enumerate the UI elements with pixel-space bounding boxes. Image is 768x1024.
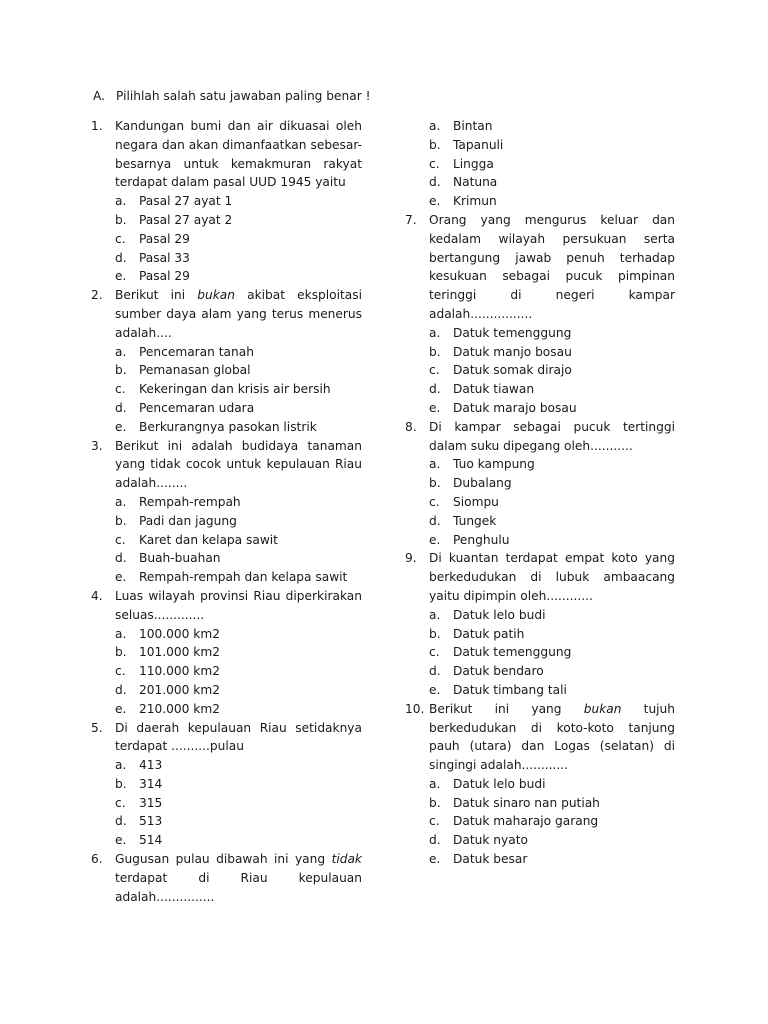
section-letter: A. (93, 89, 105, 103)
option-text: Pencemaran tanah (139, 344, 254, 359)
question-5 (91, 719, 362, 851)
emphasis-word: bukan (583, 701, 622, 716)
option-letter: b. (429, 795, 441, 810)
option-b[interactable] (405, 343, 675, 362)
section-instruction: Pilihlah salah satu jawaban paling benar ! (116, 89, 371, 103)
question-text (115, 286, 362, 342)
option-a[interactable] (405, 606, 675, 625)
question-3 (91, 437, 362, 587)
option-b[interactable] (91, 211, 362, 230)
option-letter: a. (429, 119, 441, 133)
question-text-part: Berikut ini yang (429, 701, 584, 716)
question-1 (91, 117, 362, 286)
option-letter: c. (115, 664, 126, 679)
option-letter: a. (115, 344, 127, 359)
question-number: 2. (91, 288, 103, 303)
option-letter: d. (429, 664, 441, 679)
option-letter: c. (429, 363, 440, 378)
option-letter: b. (429, 344, 441, 359)
option-d[interactable] (405, 662, 675, 681)
option-text: 514 (139, 833, 163, 848)
option-e[interactable] (91, 418, 362, 437)
option-text: 201.000 km2 (139, 682, 220, 697)
question-text: Di daerah kepulauan Riau setidaknya terdapat ..........pulau (115, 720, 362, 754)
option-letter: e. (115, 570, 127, 585)
option-list (405, 606, 675, 700)
question-number: 9. (405, 551, 417, 566)
question-number: 7. (405, 212, 417, 227)
question-number: 5. (91, 720, 103, 735)
option-letter: c. (115, 532, 126, 547)
option-text: Natuna (453, 175, 498, 190)
option-text: 314 (139, 776, 163, 791)
option-letter: b. (115, 776, 127, 791)
option-list (91, 493, 362, 587)
option-list (91, 625, 362, 719)
option-letter: c. (429, 494, 440, 509)
option-a[interactable] (91, 625, 362, 644)
option-text: Pasal 27 ayat 1 (139, 194, 233, 209)
option-list (405, 324, 675, 418)
option-letter: e. (429, 532, 441, 547)
question-text-part: Gugusan pulau dibawah ini yang (115, 852, 332, 867)
option-b[interactable] (91, 643, 362, 662)
option-e[interactable] (405, 192, 675, 211)
option-list (405, 455, 675, 549)
option-c[interactable] (91, 531, 362, 550)
option-b[interactable] (405, 474, 675, 493)
option-d[interactable] (91, 681, 362, 700)
option-text: 315 (139, 795, 163, 810)
option-d[interactable] (405, 380, 675, 399)
option-d[interactable] (91, 249, 362, 268)
section-heading (93, 87, 371, 105)
right-column (405, 117, 675, 869)
option-letter: d. (429, 382, 441, 397)
option-text: Datuk timbang tali (453, 682, 567, 697)
option-text: Siompu (453, 494, 499, 509)
option-text: 110.000 km2 (139, 664, 220, 679)
option-text: Pasal 33 (139, 250, 190, 265)
question-4 (91, 587, 362, 719)
option-letter: a. (115, 194, 127, 209)
option-letter: b. (429, 137, 441, 152)
option-text: Datuk marajo bosau (453, 400, 577, 415)
option-text: Datuk maharajo garang (453, 814, 599, 829)
option-e[interactable] (405, 850, 675, 869)
option-b[interactable] (405, 625, 675, 644)
option-text: Karet dan kelapa sawit (139, 532, 278, 547)
emphasis-word: bukan (197, 288, 235, 303)
option-letter: b. (429, 626, 441, 641)
option-text: Datuk lelo budi (453, 607, 546, 622)
question-number: 8. (405, 419, 417, 434)
option-b[interactable] (91, 775, 362, 794)
question-7 (405, 211, 675, 418)
option-letter: b. (429, 476, 441, 491)
question-2 (91, 286, 362, 436)
option-letter: e. (115, 419, 127, 434)
option-text: Datuk tiawan (453, 382, 535, 397)
option-list (91, 756, 362, 850)
option-letter: d. (429, 175, 441, 190)
option-letter: a. (429, 457, 441, 472)
option-b[interactable] (405, 794, 675, 813)
question-number: 6. (91, 852, 103, 867)
option-letter: e. (429, 400, 441, 415)
option-letter: a. (429, 607, 441, 622)
option-text: Datuk patih (453, 626, 525, 641)
question-text: Luas wilayah provinsi Riau diperkirakan seluas............. (115, 588, 362, 622)
option-letter: d. (115, 682, 127, 697)
option-c[interactable] (405, 493, 675, 512)
option-text: Berkurangnya pasokan listrik (139, 419, 317, 434)
option-text: Dubalang (453, 476, 512, 491)
option-d[interactable] (91, 549, 362, 568)
question-text-part: akibat eksploitasi sumber daya alam yang terus menerus adalah.... (115, 288, 362, 340)
option-text: Pasal 29 (139, 269, 190, 284)
option-letter: a. (115, 758, 127, 773)
option-c[interactable] (91, 794, 362, 813)
option-d[interactable] (405, 512, 675, 531)
option-text: Datuk besar (453, 852, 528, 867)
option-a[interactable] (405, 117, 675, 136)
option-text: Krimun (453, 194, 497, 209)
option-b[interactable] (405, 136, 675, 155)
option-a[interactable] (91, 756, 362, 775)
option-text: Datuk temenggung (453, 325, 572, 340)
question-number: 4. (91, 588, 103, 603)
option-c[interactable] (91, 230, 362, 249)
option-text: Pasal 27 ayat 2 (139, 212, 233, 227)
option-c[interactable] (405, 361, 675, 380)
option-text: Pasal 29 (139, 231, 190, 246)
option-text: Rempah-rempah (139, 494, 241, 509)
option-d[interactable] (91, 812, 362, 831)
option-text: 413 (139, 758, 163, 773)
option-letter: d. (115, 400, 127, 415)
option-text: Penghulu (453, 532, 510, 547)
option-letter: b. (115, 212, 127, 227)
question-text (115, 850, 362, 906)
option-text: 101.000 km2 (139, 645, 220, 660)
option-a[interactable] (405, 324, 675, 343)
option-a[interactable] (405, 775, 675, 794)
option-d[interactable] (91, 399, 362, 418)
option-letter: c. (115, 231, 126, 246)
option-letter: e. (429, 194, 441, 209)
question-10 (405, 700, 675, 869)
option-e[interactable] (405, 531, 675, 550)
question-text: Kandungan bumi dan air dikuasai oleh negara dan akan dimanfaatkan sebesar-besarnya untuk kemakmuran rakyat terdapat dalam pasal UUD 1945 yaitu (115, 119, 362, 190)
question-number: 1. (91, 119, 103, 133)
option-letter: a. (115, 494, 127, 509)
option-text: Rempah-rempah dan kelapa sawit (139, 570, 348, 585)
option-letter: a. (115, 626, 127, 641)
option-letter: e. (429, 682, 441, 697)
option-a[interactable] (91, 343, 362, 362)
option-list (405, 117, 675, 211)
option-letter: d. (115, 551, 127, 566)
option-a[interactable] (91, 493, 362, 512)
option-text: Datuk nyato (453, 833, 528, 848)
question-text: Berikut ini adalah budidaya tanaman yang tidak cocok untuk kepulauan Riau adalah........ (115, 438, 362, 491)
option-text: Lingga (453, 156, 494, 171)
option-d[interactable] (405, 173, 675, 192)
option-c[interactable] (91, 662, 362, 681)
option-c[interactable] (405, 643, 675, 662)
option-letter: e. (429, 852, 441, 867)
option-letter: d. (115, 814, 127, 829)
question-text (429, 700, 675, 775)
option-letter: e. (115, 701, 127, 716)
option-letter: d. (429, 833, 441, 848)
option-a[interactable] (91, 192, 362, 211)
option-letter: c. (115, 795, 126, 810)
option-text: 210.000 km2 (139, 701, 220, 716)
option-letter: a. (429, 776, 441, 791)
option-text: 513 (139, 814, 163, 829)
option-text: Pencemaran udara (139, 400, 255, 415)
option-text: Bintan (453, 119, 493, 133)
option-text: 100.000 km2 (139, 626, 220, 641)
option-letter: d. (115, 250, 127, 265)
option-e[interactable] (91, 700, 362, 719)
option-letter: e. (115, 833, 127, 848)
option-e[interactable] (405, 681, 675, 700)
option-text: Datuk bendaro (453, 664, 544, 679)
option-letter: c. (115, 382, 126, 397)
question-text: Di kuantan terdapat empat koto yang berkedudukan di lubuk ambaacang yaitu dipimpin oleh............ (429, 551, 675, 603)
question-text: Orang yang mengurus keluar dan kedalam wilayah persukuan serta bertangung jawab penuh terhadap kesukuan sebagai pucuk pimpinan teringgi di negeri kampar adalah................ (429, 212, 675, 321)
option-list (91, 343, 362, 437)
option-text: Buah-buahan (139, 551, 221, 566)
question-6 (91, 850, 362, 906)
option-letter: c. (429, 156, 440, 171)
option-letter: b. (115, 363, 127, 378)
option-c[interactable] (91, 380, 362, 399)
left-column (91, 117, 362, 906)
question-text-part: Berikut ini (115, 288, 198, 303)
option-letter: a. (429, 325, 441, 340)
option-text: Datuk manjo bosau (453, 344, 572, 359)
option-c[interactable] (405, 155, 675, 174)
option-text: Datuk sinaro nan putiah (453, 795, 600, 810)
question-text-part: terdapat di Riau kepulauan adalah............... (115, 870, 362, 904)
option-list (405, 775, 675, 869)
option-e[interactable] (91, 267, 362, 286)
question-number: 10. (405, 701, 425, 716)
question-number: 3. (91, 438, 103, 453)
option-text: Pemanasan global (139, 363, 251, 378)
option-letter: c. (429, 814, 440, 829)
option-letter: c. (429, 645, 440, 660)
option-list (91, 192, 362, 286)
question-9 (405, 549, 675, 699)
option-text: Tuo kampung (453, 457, 535, 472)
question-text: Di kampar sebagai pucuk tertinggi dalam suku dipegang oleh........... (429, 419, 675, 453)
emphasis-word: tidak (331, 852, 362, 867)
option-letter: b. (115, 513, 127, 528)
option-c[interactable] (405, 812, 675, 831)
option-e[interactable] (91, 831, 362, 850)
option-e[interactable] (405, 399, 675, 418)
option-text: Datuk temenggung (453, 645, 572, 660)
question-text-part: tujuh berkedudukan di koto-koto tanjung pauh (utara) dan Logas (selatan) di singingi adalah............ (429, 701, 676, 773)
option-text: Datuk somak dirajo (453, 363, 572, 378)
option-text: Datuk lelo budi (453, 776, 546, 791)
option-d[interactable] (405, 831, 675, 850)
question-8 (405, 418, 675, 550)
option-text: Padi dan jagung (139, 513, 237, 528)
option-b[interactable] (91, 512, 362, 531)
option-letter: e. (115, 269, 127, 284)
option-letter: b. (115, 645, 127, 660)
option-text: Kekeringan dan krisis air bersih (139, 382, 331, 397)
option-letter: d. (429, 513, 441, 528)
option-b[interactable] (91, 361, 362, 380)
option-e[interactable] (91, 568, 362, 587)
option-a[interactable] (405, 455, 675, 474)
option-text: Tungek (453, 513, 497, 528)
option-text: Tapanuli (453, 137, 504, 152)
